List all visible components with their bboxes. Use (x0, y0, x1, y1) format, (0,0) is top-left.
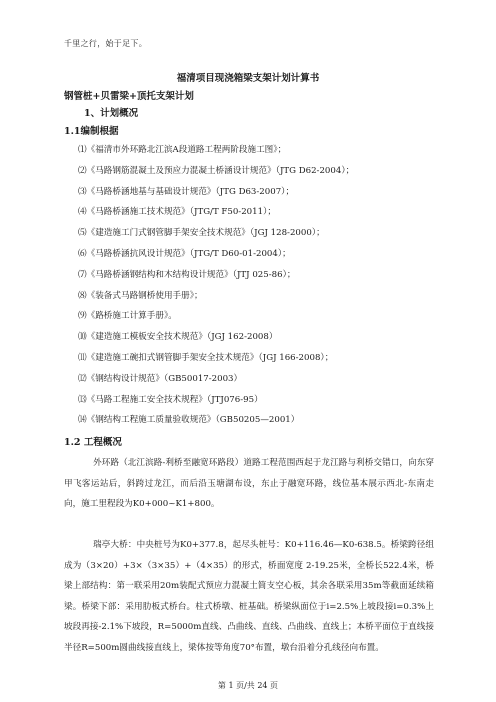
reference-item: ⑽《建造施工模板安全技术规范》（JGJ 162-2008） (78, 332, 278, 343)
overview-paragraph-2 (64, 535, 434, 659)
section-heading-1-1: 1.1编制根据 (64, 126, 119, 137)
reference-item: ⑴《福清市外环路北江滨A段道路工程两阶段施工图》； (78, 145, 287, 155)
section-heading-1-2: 1.2 工程概况 (64, 437, 122, 448)
section-heading-1: 1、计划概况 (84, 108, 139, 119)
header-motto: 千里之行，始于足下。 (64, 39, 147, 48)
paragraph-text: 瑞亭大桥：中央桩号为K0+377.8，起尽头桩号：K0+116.46—K0-638.5。桥梁跨径组成为（3×20）+3×（3×35）+（4×35）的形式，桥面宽度 2-19.25米，全桥长522.4米，桥梁上部结构：第一联采用20m装配式预应力混凝土简支空心板，其余各联采用35m等截面延续箱梁。桥梁下部：采用肋板式桥台。柱式桥墩、桩基础。桥梁纵面位于i=2.5%上坡段接i=0.3%上坡段再接-2.1%下坡段，R=5000m直线、凸曲线、直线、凸曲线、直线上；本桥平面位于直线接半径R=500m圆曲线接直线上，梁体按等角度70°布置，墩台沿着分孔线径向布置。 (64, 540, 434, 653)
reference-item: ⑶《马路桥涵地基与基础设计规范》（JTG D63-2007）； (78, 186, 295, 197)
reference-item: ⒁《钢结构工程施工质量验收规范》（GB50205—2001） (78, 415, 300, 426)
reference-item: ⑺《马路桥涵钢结构和木结构设计规范》（JTJ 025-86）； (78, 269, 296, 280)
document-title: 福清项目现浇箱梁支架计划计算书 (176, 73, 320, 84)
page-number-footer: 第 1 页/共 24 页 (217, 681, 279, 690)
reference-item: ⑸《建造施工门式钢管脚手架安全技术规范》（JGJ 128-2000）； (78, 228, 325, 239)
reference-item: ⑿《钢结构设计规范》（GB50017-2003） (78, 373, 243, 384)
reference-item: ⑾《建造施工碗扣式钢管脚手架安全技术规范》（JGJ 166-2008）； (78, 352, 334, 363)
paragraph-text: 外环路（北江滨路-利桥至融宽环路段）道路工程范围西起于龙江路与利桥交错口，向东穿甲飞客运站后，斜跨过龙江，而后沿玉塘湖布设，东止于融宽环路，线位基本展示西北-东南走向，施工里程段为K0+000~K1+800。 (64, 458, 434, 510)
reference-item: ⑵《马路钢筋混凝土及预应力混凝土桥涵设计规范》（JTG D62-2004）； (78, 165, 355, 176)
reference-item: ⑼《路桥施工计算手册》。 (78, 311, 177, 322)
reference-item: ⑻《装备式马路钢桥使用手册》； (78, 290, 203, 301)
reference-item: ⒀《马路工程施工安全技术规程》（JTJ076-95） (78, 394, 263, 405)
reference-item: ⑷《马路桥涵施工技术规范》（JTG/T F50-2011）； (78, 207, 276, 218)
document-subtitle: 钢管桩+贝雷梁+顶托支架计划 (64, 91, 194, 102)
reference-list (78, 140, 458, 431)
reference-item: ⑹《马路桥涵抗风设计规范》（JTG/T D60-01-2004）； (78, 248, 291, 259)
overview-paragraph-1 (64, 453, 434, 515)
